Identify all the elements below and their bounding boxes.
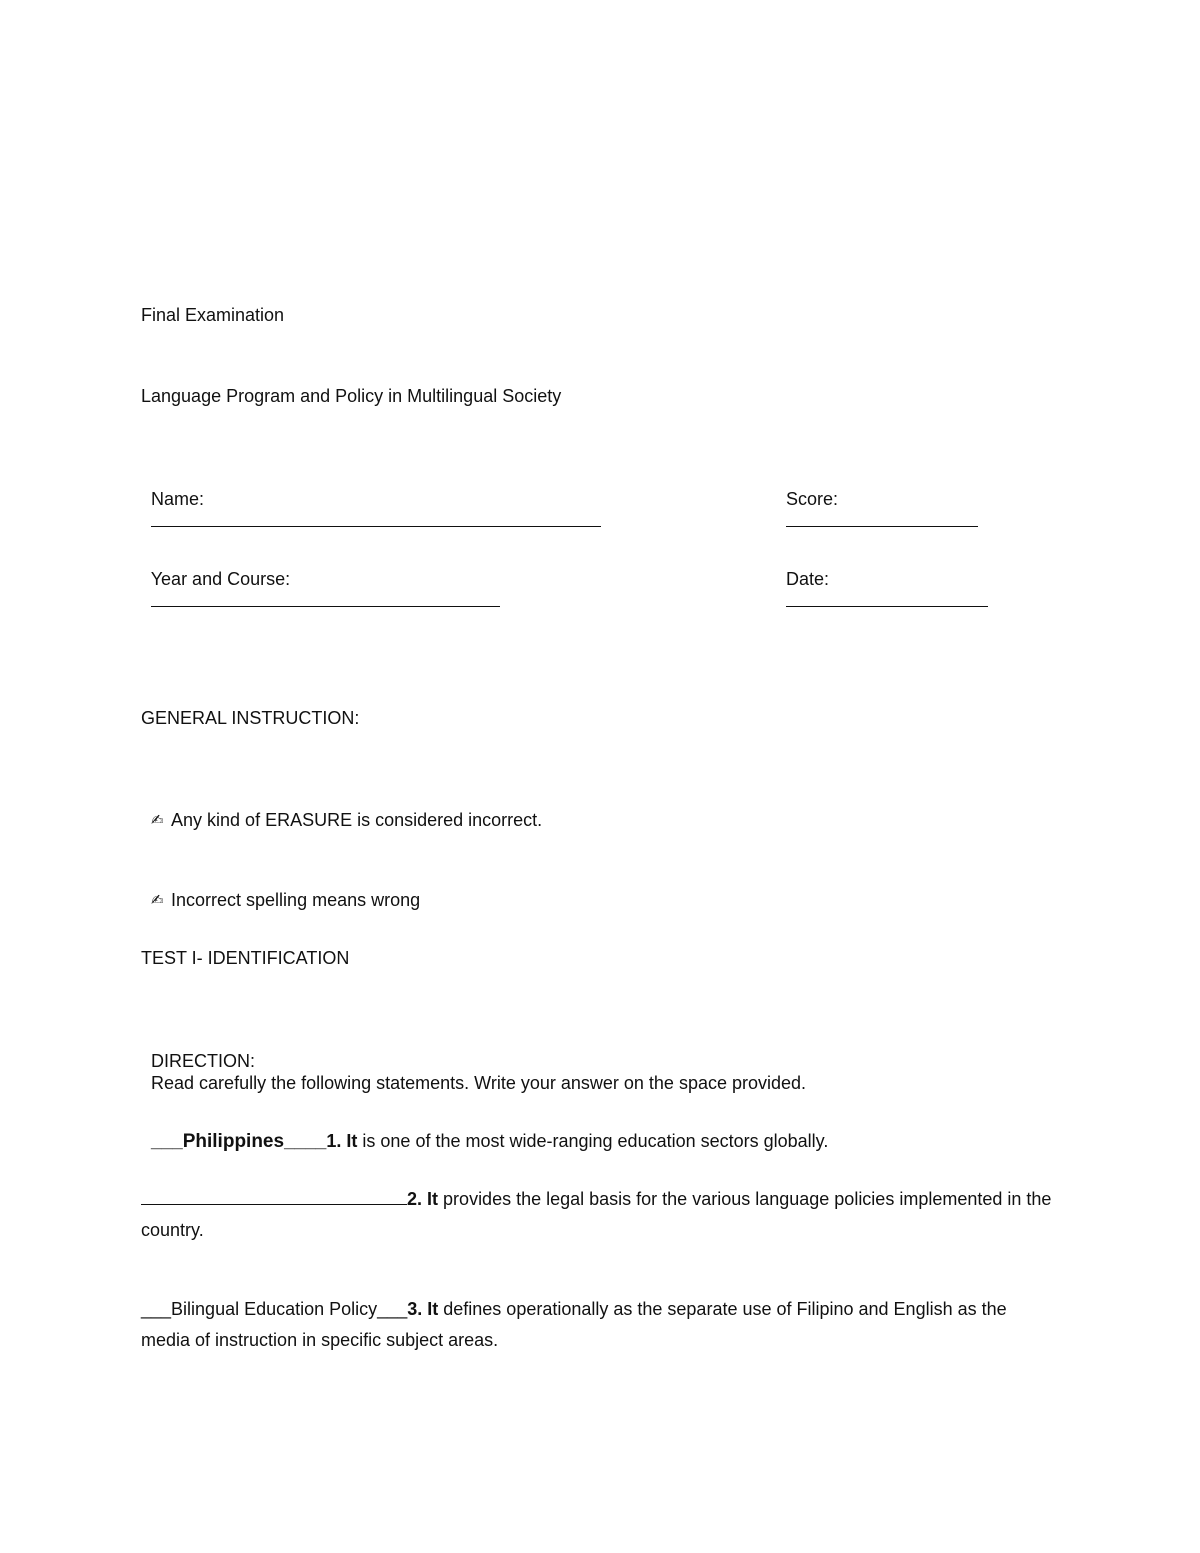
writing-hand-icon: ✍	[151, 812, 164, 829]
direction-text: Read carefully the following statements. Write your answer on the space provided.	[151, 1073, 807, 1093]
score-label: Score:	[786, 489, 839, 509]
item-text: is one of the most wide-ranging education sectors globally.	[362, 1131, 829, 1151]
item-text: defines operationally as the separate use of Filipino and English as the media of instruction in specific subject areas.	[141, 1299, 1007, 1350]
rule-text: Any kind of ERASURE is considered incorrect.	[171, 810, 543, 830]
answer-suffix: ____	[284, 1131, 327, 1152]
item-number: 3.	[407, 1299, 423, 1319]
item-lead: It	[427, 1299, 439, 1319]
question-item-1	[141, 1108, 828, 1153]
answer-prefix: ___	[151, 1131, 183, 1152]
answer-text[interactable]: Bilingual Education Policy	[171, 1299, 378, 1319]
date-field	[776, 546, 988, 612]
item-number: 1.	[326, 1131, 342, 1151]
rule-text: Incorrect spelling means wrong	[171, 890, 421, 910]
question-item-2	[141, 1184, 1056, 1246]
score-blank[interactable]	[786, 511, 978, 527]
answer-prefix: ___	[141, 1299, 172, 1319]
item-lead: It	[427, 1189, 439, 1209]
direction-label: DIRECTION:	[151, 1051, 256, 1071]
year-course-label: Year and Course:	[150, 569, 291, 589]
name-label: Name:	[151, 489, 205, 509]
question-item-3	[141, 1294, 1056, 1356]
score-field	[776, 466, 978, 532]
writing-hand-icon: ✍	[151, 892, 164, 909]
answer-suffix: ___	[377, 1299, 408, 1319]
subject-title: Language Program and Policy in Multilingual Society	[141, 386, 562, 406]
exam-title: Final Examination	[141, 305, 285, 325]
instruction-rule	[141, 787, 542, 832]
name-field	[141, 466, 601, 532]
test-heading: TEST I- IDENTIFICATION	[141, 948, 350, 968]
instruction-rule	[141, 867, 420, 912]
instruction-heading: GENERAL INSTRUCTION:	[141, 708, 360, 728]
item-lead: It	[346, 1131, 358, 1151]
year-course-blank[interactable]	[151, 591, 500, 607]
item-number: 2.	[407, 1189, 423, 1209]
date-label: Date:	[786, 569, 830, 589]
name-blank[interactable]	[151, 511, 601, 527]
item-text: provides the legal basis for the various language policies implemented in the country.	[141, 1189, 1052, 1240]
direction	[141, 1028, 806, 1094]
date-blank[interactable]	[786, 591, 988, 607]
answer-text[interactable]: Philippines	[182, 1131, 285, 1152]
year-course-field	[141, 546, 500, 612]
answer-blank[interactable]	[141, 1189, 407, 1205]
